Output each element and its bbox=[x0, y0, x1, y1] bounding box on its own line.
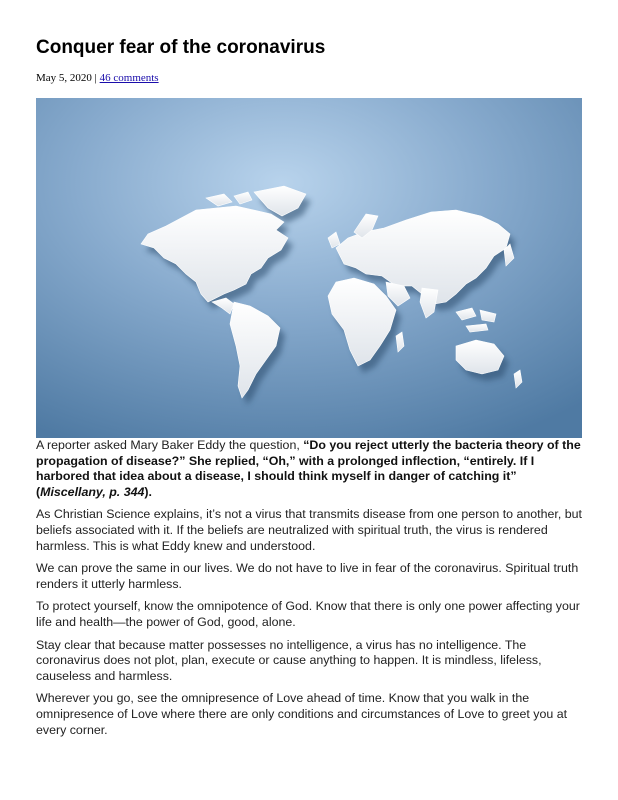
eddy-quote: “Do you reject utterly the bacteria theory of the propagation of disease?” She replied, “Oh,” with a prolonged inflection, “entirely. If I harbored that idea about a disease, I should think myself in danger of catching it” bbox=[36, 438, 581, 484]
citation-close: ). bbox=[144, 484, 152, 499]
post-date: May 5, 2020 bbox=[36, 72, 92, 84]
citation-open: ( bbox=[36, 484, 41, 499]
paragraph: Stay clear that because matter possesses no intelligence, a virus has no intelligence. The coronavirus does not plot, plan, execute or cause anything to happen. It is mindless, lifeless, causeless and harmless. bbox=[36, 637, 542, 683]
paragraph: Wherever you go, see the omnipresence of Love ahead of time. Know that you walk in the omnipresence of Love where there are only conditions and circumstances of Love to greet you at every corner. bbox=[36, 691, 568, 737]
citation: Miscellany, p. 344 bbox=[40, 484, 145, 499]
meta-separator: | bbox=[91, 72, 100, 84]
world-map-image bbox=[36, 98, 582, 438]
article-title: Conquer fear of the coronavirus bbox=[36, 37, 326, 58]
article-meta bbox=[36, 71, 159, 85]
paragraph bbox=[36, 438, 584, 500]
paragraph: To protect yourself, know the omnipotence of God. Know that there is only one power affecting your life and health—the power of God, good, alone. bbox=[36, 599, 580, 629]
paragraph-intro: A reporter asked Mary Baker Eddy the question, bbox=[36, 438, 304, 452]
comments-link[interactable]: 46 comments bbox=[99, 72, 159, 84]
paragraph: As Christian Science explains, it’s not a virus that transmits disease from one person to another, but beliefs associated with it. If the beliefs are neutralized with spiritual truth, the virus is rendered harmless. This is what Eddy knew and understood. bbox=[36, 507, 582, 553]
paragraph: We can prove the same in our lives. We do not have to live in fear of the coronavirus. Spiritual truth renders it utterly harmless. bbox=[36, 561, 579, 591]
article-body bbox=[36, 438, 584, 745]
